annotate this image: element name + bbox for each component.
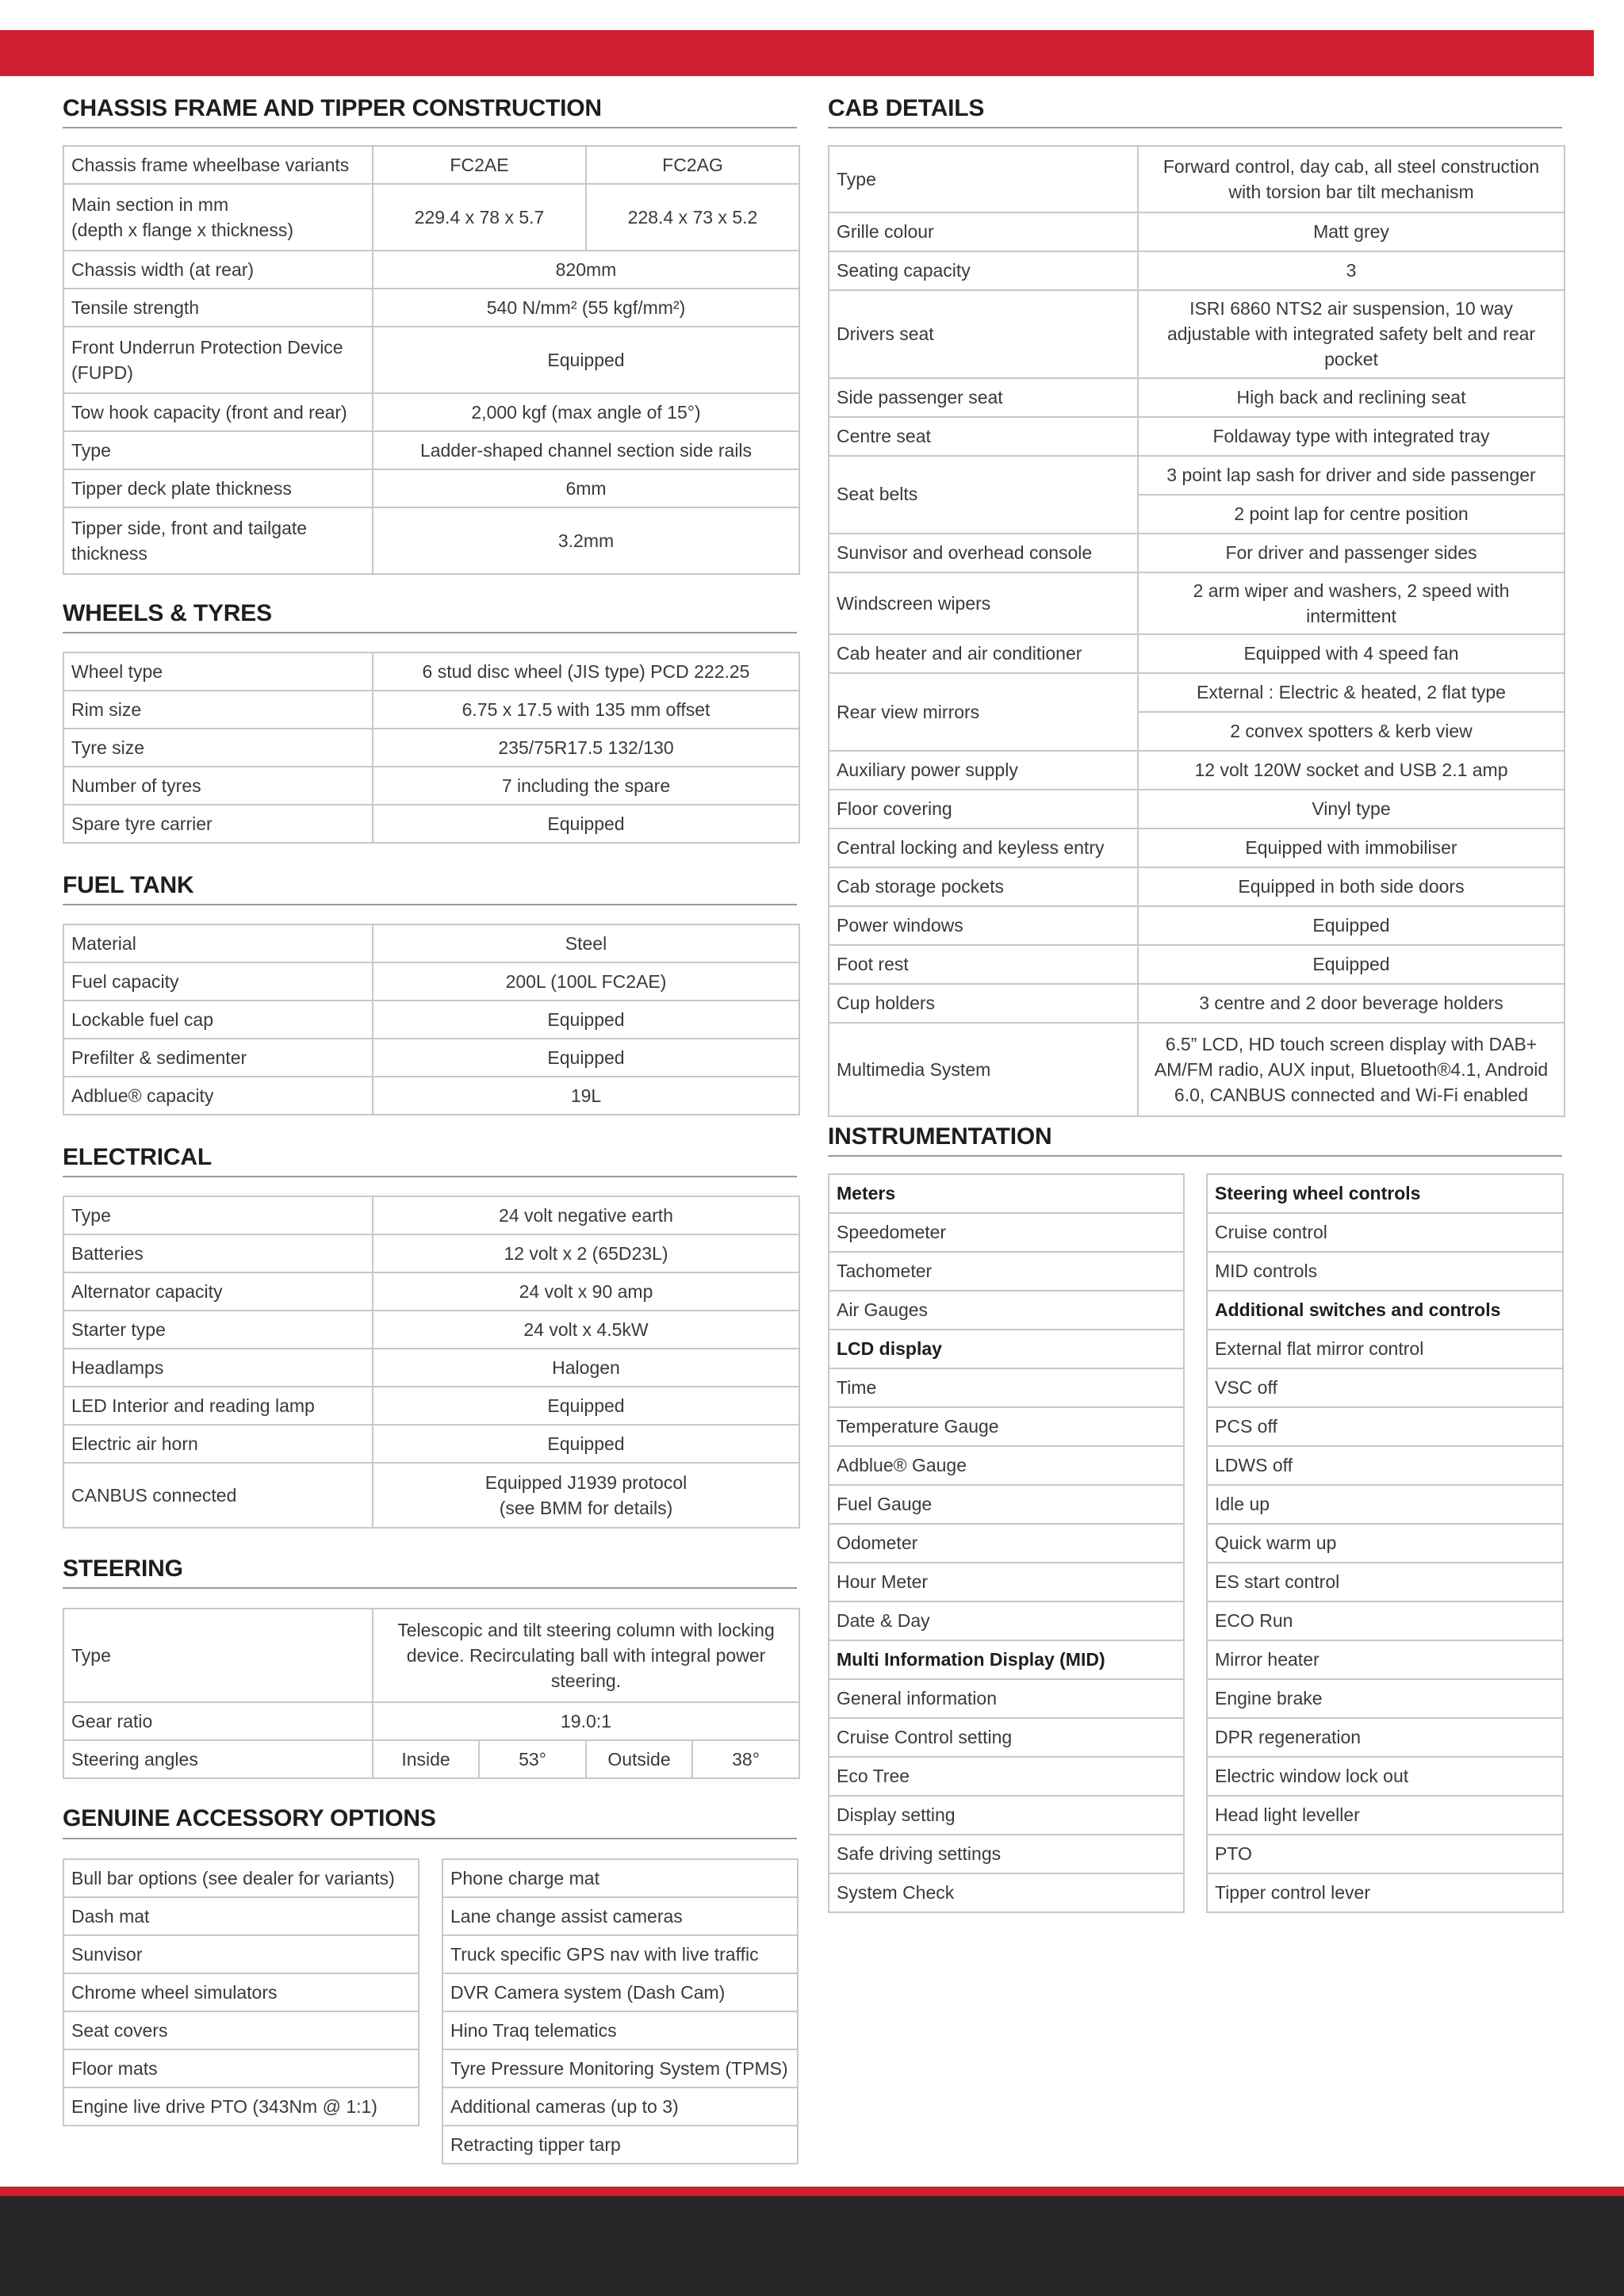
table-row [829,867,1565,906]
instrument-item: Date & Day [829,1601,1184,1640]
instrument-item: Speedometer [829,1213,1184,1252]
instrument-item: Hour Meter [829,1563,1184,1601]
table-row [829,572,1565,634]
spec-sublabel: Outside [586,1740,692,1778]
list-item [829,1330,1184,1368]
fuel-table [63,924,800,1115]
spec-label: Rim size [63,691,373,729]
list-item [442,1935,798,1973]
accessory-item: Phone charge mat [442,1859,798,1897]
spec-value: 12 volt 120W socket and USB 2.1 amp [1138,751,1565,790]
spec-value: Equipped [373,1387,799,1425]
spec-value: Telescopic and tilt steering column with locking device. Recirculating ball with integral power steering. [373,1609,799,1702]
spec-value: 2,000 kgf (max angle of 15°) [373,393,799,431]
list-item [829,1407,1184,1446]
accessory-item: Truck specific GPS nav with live traffic [442,1935,798,1973]
spec-value: Equipped with immobiliser [1138,828,1565,867]
table-row [63,1349,799,1387]
table-row [829,751,1565,790]
instrument-item: MID controls [1207,1252,1563,1291]
instrument-item: External flat mirror control [1207,1330,1563,1368]
accessory-item: Seat covers [63,2011,419,2049]
list-item [829,1446,1184,1485]
spec-label: Adblue® capacity [63,1077,373,1115]
spec-value: Halogen [373,1349,799,1387]
list-item [1207,1485,1563,1524]
section-rule [63,1838,797,1839]
instrument-item: Fuel Gauge [829,1485,1184,1524]
accessory-item: Sunvisor [63,1935,419,1973]
spec-value: Equipped [373,1425,799,1463]
spec-value: Equipped [1138,945,1565,984]
list-item [1207,1640,1563,1679]
table-row [63,1311,799,1349]
spec-label: Sunvisor and overhead console [829,534,1138,572]
spec-label: Cup holders [829,984,1138,1023]
section-title-instrumentation: INSTRUMENTATION [828,1123,1052,1150]
accessory-item: Lane change assist cameras [442,1897,798,1935]
spec-value: 19L [373,1077,799,1115]
list-item [1207,1679,1563,1718]
table-row [63,962,799,1001]
instrument-item: Idle up [1207,1485,1563,1524]
list-item [829,1601,1184,1640]
table-row [829,673,1565,712]
spec-value: Equipped in both side doors [1138,867,1565,906]
list-item [1207,1291,1563,1330]
spec-value: FC2AE [373,146,586,184]
list-item [829,1679,1184,1718]
section-title-electrical: ELECTRICAL [63,1144,212,1170]
spec-value: FC2AG [586,146,799,184]
spec-label: Spare tyre carrier [63,805,373,843]
table-row [829,906,1565,945]
list-item [1207,1213,1563,1252]
spec-label: Tow hook capacity (front and rear) [63,393,373,431]
spec-value: For driver and passenger sides [1138,534,1565,572]
instrument-group-heading: Meters [829,1174,1184,1213]
section-rule [63,127,797,128]
spec-value: Vinyl type [1138,790,1565,828]
list-item [829,1485,1184,1524]
cab-table [828,145,1565,1117]
table-row [829,146,1565,212]
section-title-cab: CAB DETAILS [828,95,985,121]
spec-value: 2 point lap for centre position [1138,495,1565,534]
section-title-accessories: GENUINE ACCESSORY OPTIONS [63,1805,436,1831]
spec-label: Side passenger seat [829,378,1138,417]
spec-label: Tyre size [63,729,373,767]
list-item [1207,1757,1563,1796]
table-row [63,1702,799,1740]
table-row [63,652,799,691]
table-row [63,289,799,327]
spec-label: Power windows [829,906,1138,945]
spec-value: 2 arm wiper and washers, 2 speed with intermittent [1138,572,1565,634]
table-row [63,805,799,843]
instrument-group-heading: LCD display [829,1330,1184,1368]
accessory-item: Engine live drive PTO (343Nm @ 1:1) [63,2087,419,2126]
spec-label: Electric air horn [63,1425,373,1463]
table-row [829,290,1565,378]
instrument-item: ECO Run [1207,1601,1563,1640]
instrument-group-heading: Additional switches and controls [1207,1291,1563,1330]
spec-value: 24 volt negative earth [373,1196,799,1234]
spec-label: Chassis width (at rear) [63,251,373,289]
list-item [1207,1718,1563,1757]
instrument-item: Mirror heater [1207,1640,1563,1679]
spec-label: Seat belts [829,456,1138,534]
list-item [829,1757,1184,1796]
spec-value: 235/75R17.5 132/130 [373,729,799,767]
list-item [1207,1563,1563,1601]
spec-label: Central locking and keyless entry [829,828,1138,867]
spec-value: 12 volt x 2 (65D23L) [373,1234,799,1272]
list-item [1207,1524,1563,1563]
accessory-item: Dash mat [63,1897,419,1935]
list-item [63,1935,419,1973]
instrument-item: Cruise Control setting [829,1718,1184,1757]
instrument-item: Eco Tree [829,1757,1184,1796]
spec-value: Equipped with 4 speed fan [1138,634,1565,673]
table-row [63,431,799,469]
list-item [442,2049,798,2087]
instrument-item: Electric window lock out [1207,1757,1563,1796]
table-row [63,1740,799,1778]
table-row [63,251,799,289]
accessory-item: Retracting tipper tarp [442,2126,798,2164]
instrument-item: Head light leveller [1207,1796,1563,1835]
table-row [829,251,1565,290]
table-row [829,945,1565,984]
accessories-right-list [442,1858,799,2164]
instrument-item: PTO [1207,1835,1563,1873]
spec-value: 2 convex spotters & kerb view [1138,712,1565,751]
list-item [1207,1446,1563,1485]
section-rule [63,1176,797,1177]
spec-value: Equipped J1939 protocol (see BMM for details) [373,1463,799,1528]
spec-value: 19.0:1 [373,1702,799,1740]
instrument-item: ES start control [1207,1563,1563,1601]
table-row [63,924,799,962]
list-item [1207,1835,1563,1873]
spec-value: 229.4 x 78 x 5.7 [373,184,586,251]
spec-label: Windscreen wipers [829,572,1138,634]
table-row [63,184,799,251]
list-item [63,2087,419,2126]
table-row [829,212,1565,251]
list-item [829,1873,1184,1912]
steering-table [63,1608,800,1779]
spec-label: Type [63,1196,373,1234]
header-red-band [0,30,1594,76]
table-row [829,417,1565,456]
spec-label: Material [63,924,373,962]
table-row [63,327,799,393]
electrical-table [63,1196,800,1529]
section-rule [828,1155,1562,1157]
instrument-item: Time [829,1368,1184,1407]
spec-value: Forward control, day cab, all steel construction with torsion bar tilt mechanism [1138,146,1565,212]
table-row [63,1609,799,1702]
spec-label: Steering angles [63,1740,373,1778]
accessory-item: Additional cameras (up to 3) [442,2087,798,2126]
list-item [829,1252,1184,1291]
spec-label: LED Interior and reading lamp [63,1387,373,1425]
accessories-left-list [63,1858,419,2126]
table-row [63,1234,799,1272]
spec-label: Drivers seat [829,290,1138,378]
spec-value: Ladder-shaped channel section side rails [373,431,799,469]
spec-value: Matt grey [1138,212,1565,251]
table-row [63,1272,799,1311]
spec-value: 3.2mm [373,507,799,574]
list-item [829,1835,1184,1873]
section-rule [828,127,1562,128]
spec-label: Lockable fuel cap [63,1001,373,1039]
list-item [1207,1796,1563,1835]
instrument-item: Air Gauges [829,1291,1184,1330]
spec-value: 200L (100L FC2AE) [373,962,799,1001]
spec-label: CANBUS connected [63,1463,373,1528]
accessory-item: Chrome wheel simulators [63,1973,419,2011]
spec-value: 6mm [373,469,799,507]
table-row [63,1387,799,1425]
list-item [829,1174,1184,1213]
table-row [829,456,1565,495]
list-item [829,1718,1184,1757]
instrument-item: VSC off [1207,1368,1563,1407]
accessory-item: Floor mats [63,2049,419,2087]
spec-label: Headlamps [63,1349,373,1387]
spec-value: 6.5” LCD, HD touch screen display with DAB+ AM/FM radio, AUX input, Bluetooth®4.1, Android 6.0, CANBUS connected and Wi-Fi enabled [1138,1023,1565,1116]
spec-value: Equipped [1138,906,1565,945]
spec-label: Chassis frame wheelbase variants [63,146,373,184]
spec-value: External : Electric & heated, 2 flat type [1138,673,1565,712]
list-item [442,2011,798,2049]
footer-red-stripe [0,2187,1624,2196]
spec-label: Type [63,1609,373,1702]
table-row [63,691,799,729]
list-item [829,1796,1184,1835]
instrument-item: Quick warm up [1207,1524,1563,1563]
spec-value: 24 volt x 90 amp [373,1272,799,1311]
spec-value: 6 stud disc wheel (JIS type) PCD 222.25 [373,652,799,691]
table-row [829,534,1565,572]
list-item [63,1897,419,1935]
spec-value: 228.4 x 73 x 5.2 [586,184,799,251]
accessory-item: Bull bar options (see dealer for variants) [63,1859,419,1897]
table-row [63,729,799,767]
instrument-item: PCS off [1207,1407,1563,1446]
instrument-item: General information [829,1679,1184,1718]
accessory-item: Hino Traq telematics [442,2011,798,2049]
instrument-item: Safe driving settings [829,1835,1184,1873]
table-row [63,146,799,184]
table-row [63,767,799,805]
spec-label: Fuel capacity [63,962,373,1001]
instrument-item: LDWS off [1207,1446,1563,1485]
section-rule [63,1587,797,1589]
spec-value: Steel [373,924,799,962]
instrument-item: Display setting [829,1796,1184,1835]
table-row [829,634,1565,673]
spec-value: Equipped [373,1039,799,1077]
instrument-group-heading: Multi Information Display (MID) [829,1640,1184,1679]
list-item [1207,1174,1563,1213]
section-rule [63,904,797,905]
footer-dark-band [0,2196,1624,2296]
spec-label: Main section in mm (depth x flange x thickness) [63,184,373,251]
spec-label: Tipper deck plate thickness [63,469,373,507]
list-item [829,1563,1184,1601]
list-item [829,1640,1184,1679]
table-row [63,1463,799,1528]
spec-value: 7 including the spare [373,767,799,805]
table-row [63,469,799,507]
table-row [63,1425,799,1463]
spec-label: Wheel type [63,652,373,691]
instrument-item: DPR regeneration [1207,1718,1563,1757]
spec-label: Tensile strength [63,289,373,327]
spec-value: 3 centre and 2 door beverage holders [1138,984,1565,1023]
instrument-item: Odometer [829,1524,1184,1563]
section-title-fuel: FUEL TANK [63,872,194,898]
spec-label: Floor covering [829,790,1138,828]
wheels-table [63,652,800,844]
chassis-table [63,145,800,575]
spec-value: Equipped [373,327,799,393]
spec-label: Type [63,431,373,469]
spec-value: Equipped [373,805,799,843]
spec-label: Number of tyres [63,767,373,805]
table-row [63,1077,799,1115]
list-item [1207,1330,1563,1368]
table-row [63,393,799,431]
instrument-item: Cruise control [1207,1213,1563,1252]
spec-value: 540 N/mm² (55 kgf/mm²) [373,289,799,327]
instrument-item: Tachometer [829,1252,1184,1291]
spec-label: Cab storage pockets [829,867,1138,906]
spec-value: Equipped [373,1001,799,1039]
spec-label: Centre seat [829,417,1138,456]
spec-value: 820mm [373,251,799,289]
list-item [442,1973,798,2011]
list-item [63,2049,419,2087]
table-row [829,1023,1565,1116]
instrument-item: Engine brake [1207,1679,1563,1718]
section-title-chassis: CHASSIS FRAME AND TIPPER CONSTRUCTION [63,95,602,121]
list-item [829,1291,1184,1330]
spec-value: 38° [692,1740,799,1778]
spec-value: 53° [479,1740,586,1778]
list-item [442,1897,798,1935]
list-item [1207,1873,1563,1912]
instrument-group-heading: Steering wheel controls [1207,1174,1563,1213]
instrument-item: Temperature Gauge [829,1407,1184,1446]
list-item [1207,1368,1563,1407]
table-row [63,1196,799,1234]
spec-label: Tipper side, front and tailgate thickness [63,507,373,574]
accessory-item: DVR Camera system (Dash Cam) [442,1973,798,2011]
list-item [1207,1601,1563,1640]
instrument-item: Adblue® Gauge [829,1446,1184,1485]
list-item [1207,1407,1563,1446]
spec-label: Multimedia System [829,1023,1138,1116]
section-title-wheels: WHEELS & TYRES [63,600,272,626]
list-item [829,1213,1184,1252]
accessory-item: Tyre Pressure Monitoring System (TPMS) [442,2049,798,2087]
spec-label: Seating capacity [829,251,1138,290]
list-item [829,1368,1184,1407]
spec-value: 24 volt x 4.5kW [373,1311,799,1349]
spec-label: Prefilter & sedimenter [63,1039,373,1077]
list-item [442,2087,798,2126]
spec-value: 6.75 x 17.5 with 135 mm offset [373,691,799,729]
spec-sublabel: Inside [373,1740,479,1778]
table-row [829,790,1565,828]
list-item [63,1973,419,2011]
table-row [829,984,1565,1023]
instrument-item: System Check [829,1873,1184,1912]
list-item [63,1859,419,1897]
list-item [1207,1252,1563,1291]
table-row [829,378,1565,417]
spec-label: Type [829,146,1138,212]
list-item [442,2126,798,2164]
spec-value: High back and reclining seat [1138,378,1565,417]
spec-label: Rear view mirrors [829,673,1138,751]
table-row [63,1039,799,1077]
spec-label: Auxiliary power supply [829,751,1138,790]
table-row [63,507,799,574]
section-title-steering: STEERING [63,1556,183,1582]
table-row [829,828,1565,867]
spec-label: Grille colour [829,212,1138,251]
list-item [829,1524,1184,1563]
spec-label: Starter type [63,1311,373,1349]
instrument-item: Tipper control lever [1207,1873,1563,1912]
instrumentation-meters-list [828,1173,1185,1913]
spec-value: 3 [1138,251,1565,290]
section-rule [63,632,797,633]
list-item [63,2011,419,2049]
spec-label: Cab heater and air conditioner [829,634,1138,673]
spec-value: 3 point lap sash for driver and side passenger [1138,456,1565,495]
spec-label: Foot rest [829,945,1138,984]
list-item [442,1859,798,1897]
spec-label: Alternator capacity [63,1272,373,1311]
spec-value: Foldaway type with integrated tray [1138,417,1565,456]
spec-label: Batteries [63,1234,373,1272]
instrumentation-controls-list [1206,1173,1564,1913]
spec-value: ISRI 6860 NTS2 air suspension, 10 way adjustable with integrated safety belt and rear pocket [1138,290,1565,378]
spec-label: Gear ratio [63,1702,373,1740]
table-row [63,1001,799,1039]
spec-label: Front Underrun Protection Device (FUPD) [63,327,373,393]
